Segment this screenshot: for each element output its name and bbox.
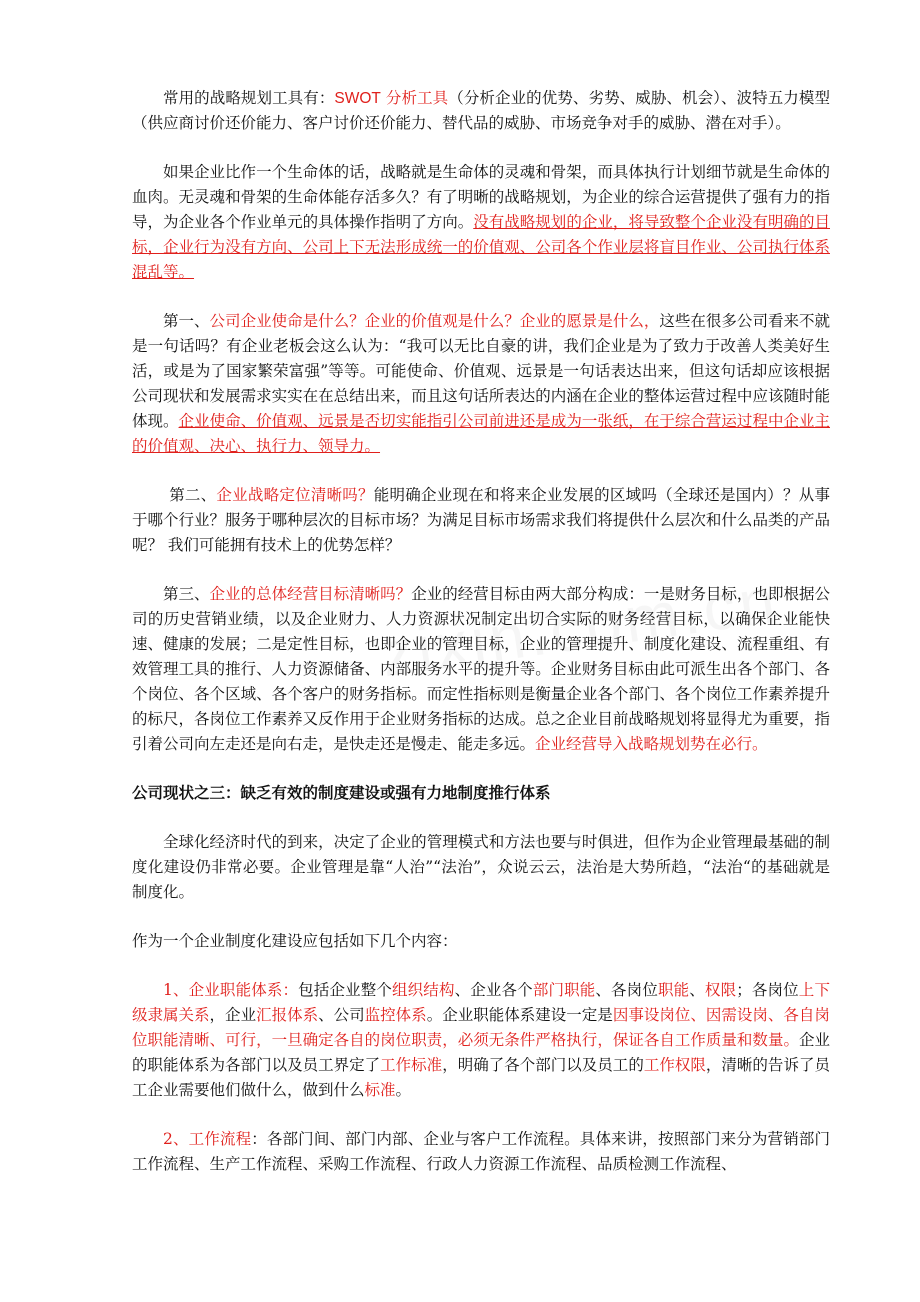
highlight-mission: 企业使命、价值观、远景是否切实能指引公司前进还是成为一张纸，在于综合营运过程中企业主的价值观、决心、执行力、领导力。 xyxy=(132,412,830,455)
paragraph-strategy-tools: 常用的战略规划工具有：SWOT 分析工具（分析企业的优势、劣势、威胁、机会）、波特五力模型（供应商讨价还价能力、客户讨价还价能力、替代品的威胁、市场竞争对手的威胁、潜在对手）。 xyxy=(132,89,830,132)
section-heading: 公司现状之三：缺乏有效的制度建设或强有力地制度推行体系 xyxy=(132,784,551,802)
paragraph-second: 第二、企业战略定位清晰吗？能明确企业现在和将来企业发展的区域吗（全球还是国内）？从事于哪个行业？服务于哪种层次的目标市场？为满足目标市场需求我们将提供什么层次和什么品类的产品呢？ 我们可能拥有技术上的优势怎样？ xyxy=(132,486,830,554)
highlight-no-strategy: 没有战略规划的企业，将导致整个企业没有明确的目标，企业行为没有方向、公司上下无法形成统一的价值观、公司各个作业层将盲目作业、公司执行体系混乱等。 xyxy=(132,213,830,281)
paragraph-third: 第三、企业的总体经营目标清晰吗？企业的经营目标由两大部分构成：一是财务目标，也即根据公司的历史营销业绩，以及企业财力、人力资源状况制定出切合实际的财务经营目标，以确保企业能快速、健康的发展；二是定性目标，也即企业的管理目标，企业的管理提升、制度化建设、流程重组、有效管理工具的推行、人力资源储备、内部服务水平的提升等。企业财务目标由此可派生出各个部门、各个岗位、各个区域、各个客户的财务指标。而定性指标则是衡量企业各个部门、各个岗位工作素养提升的标尺，各岗位工作素养又反作用于企业财务指标的达成。总之企业目前战略规划将显得尤为重要，指引着公司向左走还是向右走，是快走还是慢走、能走多远。企业经营导入战略规划势在必行。 xyxy=(132,585,830,753)
paragraph-globalization: 全球化经济时代的到来，决定了企业的管理模式和方法也要与时俱进，但作为企业管理最基础的制度化建设仍非常必要。企业管理是靠“人治”“法治”，众说云云，法治是大势所趋，“法治“的基础就是制度化。 xyxy=(132,833,830,901)
paragraph-first: 第一、公司企业使命是什么？企业的价值观是什么？企业的愿景是什么，这些在很多公司看来不就是一句话吗？有企业老板会这么认为：“我可以无比自豪的讲，我们企业是为了致力于改善人类美好生活，或是为了国家繁荣富强”等等。可能使命、价值观、远景是一句话表达出来，但这句话却应该根据公司现状和发展需求实实在在总结出来，而且这句话所表达的内涵在企业的整体运营过程中应该随时能体现。企业使命、价值观、远景是否切实能指引公司前进还是成为一张纸，在于综合营运过程中企业主的价值观、决心、执行力、领导力。 xyxy=(132,312,830,455)
paragraph-contents-intro: 作为一个企业制度化建设应包括如下几个内容： xyxy=(132,932,458,950)
document-body xyxy=(132,86,830,1201)
paragraph-life-metaphor: 如果企业比作一个生命体的话，战略就是生命体的灵魂和骨架，而具体执行计划细节就是生命体的血肉。无灵魂和骨架的生命体能存活多久？有了明晰的战略规划，为企业的综合运营提供了强有力的指导，为企业各个作业单元的具体操作指明了方向。没有战略规划的企业，将导致整个企业没有明确的目标，企业行为没有方向、公司上下无法形成统一的价值观、公司各个作业层将盲目作业、公司执行体系混乱等。 xyxy=(132,163,830,281)
swot-term: SWOT xyxy=(334,90,381,107)
paragraph-workflow: 2、工作流程：各部门间、部门内部、企业与客户工作流程。具体来讲，按照部门来分为营销部门工作流程、生产工作流程、采购工作流程、行政人力资源工作流程、品质检测工作流程、 xyxy=(132,1130,830,1173)
paragraph-function-system: 1、企业职能体系：包括企业整个组织结构、企业各个部门职能、各岗位职能、权限；各岗位上下级隶属关系，企业汇报体系、公司监控体系。企业职能体系建设一定是因事设岗位、因需设岗、各自岗位职能清晰、可行，一旦确定各自的岗位职责，必须无条件严格执行，保证各自工作质量和数量。企业的职能体系为各部门以及员工界定了工作标准，明确了各个部门以及员工的工作权限，清晰的告诉了员工企业需要他们做什么，做到什么标准。 xyxy=(132,981,830,1099)
